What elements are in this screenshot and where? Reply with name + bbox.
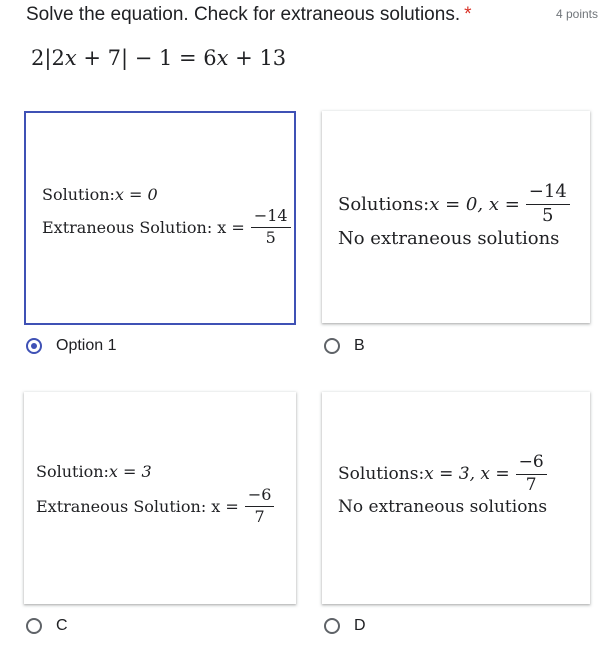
option-c-radio-row[interactable] <box>26 617 68 635</box>
option-c-fraction <box>245 487 275 526</box>
option-d-prefix: Solutions: <box>338 464 425 485</box>
option-1-extraneous-prefix: Extraneous Solution: x = <box>42 217 245 237</box>
option-d-fraction <box>516 454 547 495</box>
option-b-radio-row[interactable] <box>324 337 365 355</box>
eq-middle: + 7| − 1 = 6 <box>76 46 217 70</box>
option-b-line-2: No extraneous solutions <box>338 227 560 249</box>
option-d-card[interactable] <box>322 392 590 604</box>
fraction-numerator: −14 <box>251 208 291 228</box>
option-d-radio[interactable] <box>324 618 340 634</box>
option-d-line-1 <box>338 454 547 495</box>
option-b-label: B <box>354 337 365 354</box>
eq-abs-open: |2 <box>44 46 65 70</box>
option-1-fraction <box>251 208 291 247</box>
option-b-radio[interactable] <box>324 338 340 354</box>
option-b-card[interactable] <box>322 111 590 323</box>
option-c-radio[interactable] <box>26 618 42 634</box>
option-b-prefix: Solutions: <box>338 193 430 215</box>
option-1-line-2 <box>42 208 291 247</box>
option-c-math: x = 3 <box>108 462 152 481</box>
option-d-label: D <box>354 617 366 634</box>
option-d-radio-row[interactable] <box>324 617 366 635</box>
option-1-radio[interactable] <box>26 338 42 354</box>
fraction-denominator: 7 <box>254 506 265 526</box>
option-1-prefix: Solution: <box>42 185 115 204</box>
fraction-numerator: −6 <box>516 454 547 475</box>
option-c-extraneous-prefix: Extraneous Solution: x = <box>36 496 239 516</box>
option-1-label: Option 1 <box>56 337 117 354</box>
option-b-line-1 <box>338 183 570 226</box>
option-c-card[interactable] <box>24 392 296 604</box>
eq-variable-rhs: x <box>216 46 229 70</box>
required-asterisk: * <box>464 4 472 25</box>
option-d-math: x = 3, x = <box>424 464 510 485</box>
option-c-label: C <box>56 617 68 634</box>
option-1-radio-row[interactable] <box>26 337 116 355</box>
option-1-math: x = 0 <box>114 185 158 204</box>
option-1-card[interactable] <box>24 111 296 325</box>
option-c-line-1 <box>36 462 274 481</box>
fraction-numerator: −14 <box>526 183 570 205</box>
option-c-line-2 <box>36 487 274 526</box>
fraction-denominator: 5 <box>265 227 276 247</box>
fraction-numerator: −6 <box>245 487 275 507</box>
eq-rhs-rest: + 13 <box>228 46 287 70</box>
eq-variable: x <box>64 46 77 70</box>
points-label: 4 points <box>555 7 598 21</box>
option-d-line-2: No extraneous solutions <box>338 496 548 517</box>
option-b-math: x = 0, x = <box>429 193 520 215</box>
fraction-denominator: 5 <box>542 204 554 226</box>
eq-coefficient: 2 <box>31 46 45 70</box>
question-text: Solve the equation. Check for extraneous solutions. <box>26 4 461 25</box>
equation <box>31 46 286 70</box>
question-title <box>26 4 472 26</box>
fraction-denominator: 7 <box>525 474 537 495</box>
option-c-prefix: Solution: <box>36 462 109 481</box>
option-1-line-1 <box>42 185 291 204</box>
option-b-fraction <box>526 183 570 226</box>
